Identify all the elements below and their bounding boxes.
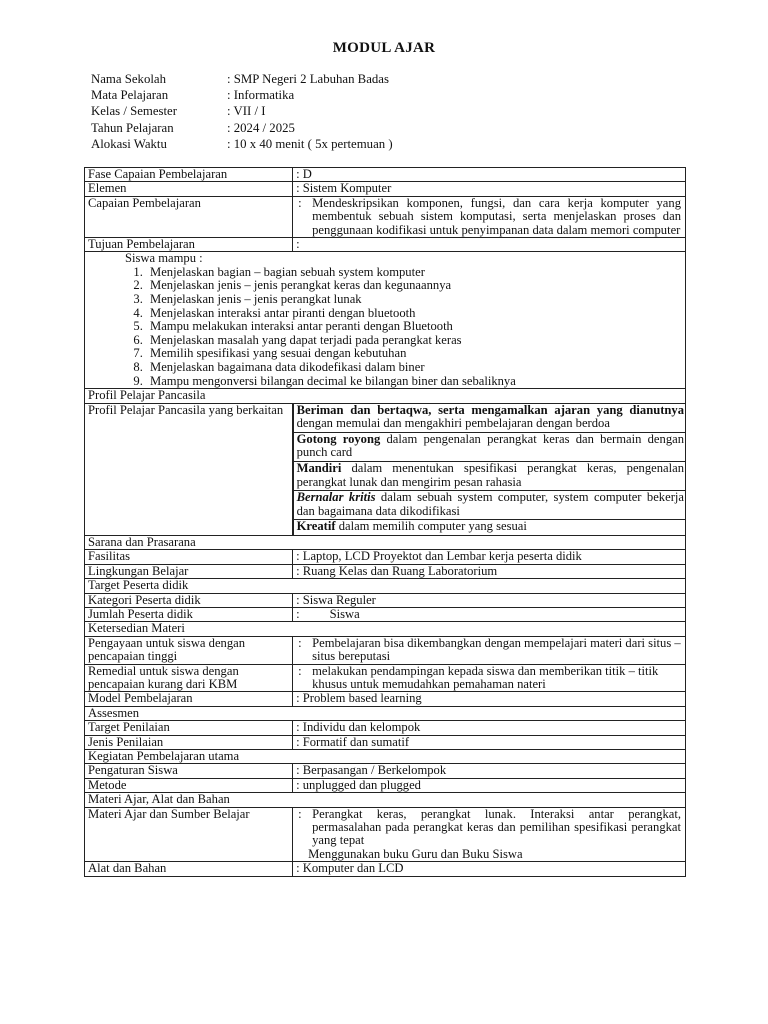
row-value: : Siswa Reguler	[293, 593, 686, 607]
identity-row-year	[91, 120, 393, 136]
row-value: : D	[293, 168, 686, 182]
identity-label: Tahun Pelajaran	[91, 120, 174, 135]
pengayaan-text: Pembelajaran bisa dikembangkan dengan mempelajari materi dari situs – situs bereputasi	[312, 635, 681, 664]
remedial-text: melakukan pendampingan kepada siswa dan memberikan titik – titik khusus untuk memudahkan pemahaman nateri	[312, 663, 659, 691]
goals-cell	[85, 252, 686, 389]
row-value: : Problem based learning	[293, 692, 686, 706]
profile-key: Beriman dan bertaqwa, serta mengamalkan ajaran yang dianutnya	[296, 402, 684, 417]
capaian-text: Mendeskripsikan komponen, fungsi, dan cara kerja komputer yang membentuk sebuah sistem komputasi, serta menjelaskan proses dan penggunaan kodifikasi untuk penyimpanan data dalam memori computer	[312, 195, 681, 237]
row-label: Model Pembelajaran	[85, 692, 293, 706]
identity-row-school	[91, 71, 393, 87]
section-header-row	[85, 793, 686, 807]
profile-key: Gotong royong	[296, 431, 381, 446]
profile-key: Bernalar kritis	[296, 490, 376, 505]
row-label: Jenis Penilaian	[85, 735, 293, 749]
list-item: 9. Mampu mengonversi bilangan decimal ke bilangan biner dan sebaliknya	[146, 375, 681, 389]
row-label: Fasilitas	[85, 550, 293, 564]
table-row	[85, 403, 686, 535]
table-row	[85, 636, 686, 664]
identity-value: : Informatika	[227, 88, 295, 103]
section-header-row	[85, 389, 686, 403]
row-label: Metode	[85, 778, 293, 792]
profile-item	[294, 432, 685, 461]
section-header: Kegiatan Pembelajaran utama	[85, 750, 686, 764]
identity-row-class	[91, 103, 393, 119]
jumlah-value: Siswa	[329, 606, 360, 621]
section-header: Sarana dan Prasarana	[85, 535, 686, 549]
row-label: Capaian Pembelajaran	[85, 196, 293, 237]
identity-value: : SMP Negeri 2 Labuhan Badas	[227, 72, 389, 86]
identity-block	[91, 71, 393, 152]
table-row	[85, 182, 686, 196]
goals-intro: Siswa mampu :	[125, 251, 203, 266]
section-header: Target Peserta didik	[85, 579, 686, 593]
row-value: :	[293, 238, 686, 252]
colon: :	[296, 606, 300, 621]
table-row	[85, 607, 686, 621]
profile-desc: dengan memulai dan mengakhiri pembelajaran dengan berdoa	[296, 416, 610, 431]
row-value: : Sistem Komputer	[293, 182, 686, 196]
row-label: Lingkungan Belajar	[85, 564, 293, 578]
identity-label: Alokasi Waktu	[91, 136, 167, 151]
section-header-row	[85, 579, 686, 593]
row-label: Kategori Peserta didik	[85, 593, 293, 607]
row-label: Jumlah Peserta didik	[85, 607, 293, 621]
row-value	[293, 607, 686, 621]
row-value	[293, 636, 686, 664]
profile-item	[294, 520, 685, 535]
row-value: : Individu dan kelompok	[293, 721, 686, 735]
profile-cell	[293, 403, 686, 535]
table-row	[85, 778, 686, 792]
section-header: Ketersedian Materi	[85, 622, 686, 636]
row-label: Tujuan Pembelajaran	[85, 238, 293, 252]
table-row	[85, 692, 686, 706]
row-value: : Berpasangan / Berkelompok	[293, 764, 686, 778]
colon: :	[298, 195, 302, 210]
list-item: 1. Menjelaskan bagian – bagian sebuah system komputer	[146, 266, 681, 280]
profile-desc: dalam sebuah system computer, system computer bekerja dan bagaimana data dikodifikasi	[296, 490, 684, 518]
section-header: Assesmen	[85, 706, 686, 720]
table-row	[85, 238, 686, 252]
profile-desc: dalam memilih computer yang sesuai	[335, 519, 527, 534]
list-item: 5. Mampu melakukan interaksi antar peranti dengan Bluetooth	[146, 320, 681, 334]
row-label: Target Penilaian	[85, 721, 293, 735]
identity-row-subject	[91, 87, 393, 103]
table-row	[85, 807, 686, 862]
table-row	[85, 196, 686, 237]
section-header-row	[85, 622, 686, 636]
profile-item	[294, 404, 685, 433]
row-label: Fase Capaian Pembelajaran	[85, 168, 293, 182]
profile-item	[294, 461, 685, 490]
identity-label: Nama Sekolah	[91, 72, 166, 86]
table-row	[85, 550, 686, 564]
row-label: Pengaturan Siswa	[85, 764, 293, 778]
section-header-row	[85, 535, 686, 549]
module-table	[84, 167, 686, 877]
section-header: Materi Ajar, Alat dan Bahan	[85, 793, 686, 807]
table-row	[85, 593, 686, 607]
table-row	[85, 764, 686, 778]
row-value: : Ruang Kelas dan Ruang Laboratorium	[293, 564, 686, 578]
colon: :	[298, 806, 302, 821]
section-header-row	[85, 706, 686, 720]
materi-text-2: Menggunakan buku Guru dan Buku Siswa	[308, 846, 523, 861]
list-item: 6. Menjelaskan masalah yang dapat terjadi pada perangkat keras	[146, 334, 681, 348]
row-label: Remedial untuk siswa dengan pencapaian kurang dari KBM	[85, 664, 293, 692]
page-title: MODUL AJAR	[332, 40, 436, 56]
list-item: 8. Menjelaskan bagaimana data dikodefikasi dalam biner	[146, 361, 681, 375]
list-item: 3. Menjelaskan jenis – jenis perangkat lunak	[146, 293, 681, 307]
list-item: 4. Menjelaskan interaksi antar piranti dengan bluetooth	[146, 307, 681, 321]
identity-label: Mata Pelajaran	[91, 88, 169, 103]
row-value: : unplugged dan plugged	[293, 778, 686, 792]
colon: :	[298, 663, 302, 678]
row-value: : Laptop, LCD Proyektot dan Lembar kerja peserta didik	[293, 550, 686, 564]
table-row	[85, 564, 686, 578]
table-row	[85, 721, 686, 735]
list-item: 2. Menjelaskan jenis – jenis perangkat keras dan kegunaannya	[146, 279, 681, 293]
section-header: Profil Pelajar Pancasila	[85, 389, 686, 403]
profile-key: Kreatif	[296, 519, 336, 534]
row-label: Pengayaan untuk siswa dengan pencapaian tinggi	[85, 636, 293, 664]
identity-value: : VII / I	[227, 104, 266, 119]
profile-desc: dalam pengenalan perangkat keras dan bermain dengan punch card	[296, 431, 684, 460]
row-value	[293, 196, 686, 237]
colon: :	[298, 635, 302, 650]
goal-list	[88, 266, 681, 388]
profile-table	[294, 404, 685, 535]
row-label: Materi Ajar dan Sumber Belajar	[85, 807, 293, 862]
profile-desc: dalam menentukan spesifikasi perangkat keras, pengenalan perangkat lunak dan mengirim pesan rahasia	[296, 460, 684, 489]
row-value: : Formatif dan sumatif	[293, 735, 686, 749]
table-row	[85, 168, 686, 182]
row-value: : Komputer dan LCD	[293, 862, 686, 876]
identity-value: : 10 x 40 menit ( 5x pertemuan )	[227, 136, 393, 151]
identity-label: Kelas / Semester	[91, 104, 177, 119]
table-row	[85, 862, 686, 876]
identity-value: : 2024 / 2025	[227, 120, 295, 135]
profile-key: Mandiri	[296, 460, 342, 475]
table-row	[85, 735, 686, 749]
section-header-row	[85, 750, 686, 764]
row-label: Alat dan Bahan	[85, 862, 293, 876]
materi-text: Perangkat keras, perangkat lunak. Interaksi antar perangkat, permasalahan pada perangkat keras dan pemilihan spesifikasi perangkat yang tepat	[312, 806, 681, 848]
row-value	[293, 664, 686, 692]
row-value	[293, 807, 686, 862]
profile-item	[294, 491, 685, 520]
row-label: Profil Pelajar Pancasila yang berkaitan	[85, 403, 293, 535]
identity-row-time	[91, 136, 393, 152]
table-row	[85, 252, 686, 389]
row-label: Elemen	[85, 182, 293, 196]
table-row	[85, 664, 686, 692]
list-item: 7. Memilih spesifikasi yang sesuai dengan kebutuhan	[146, 347, 681, 361]
